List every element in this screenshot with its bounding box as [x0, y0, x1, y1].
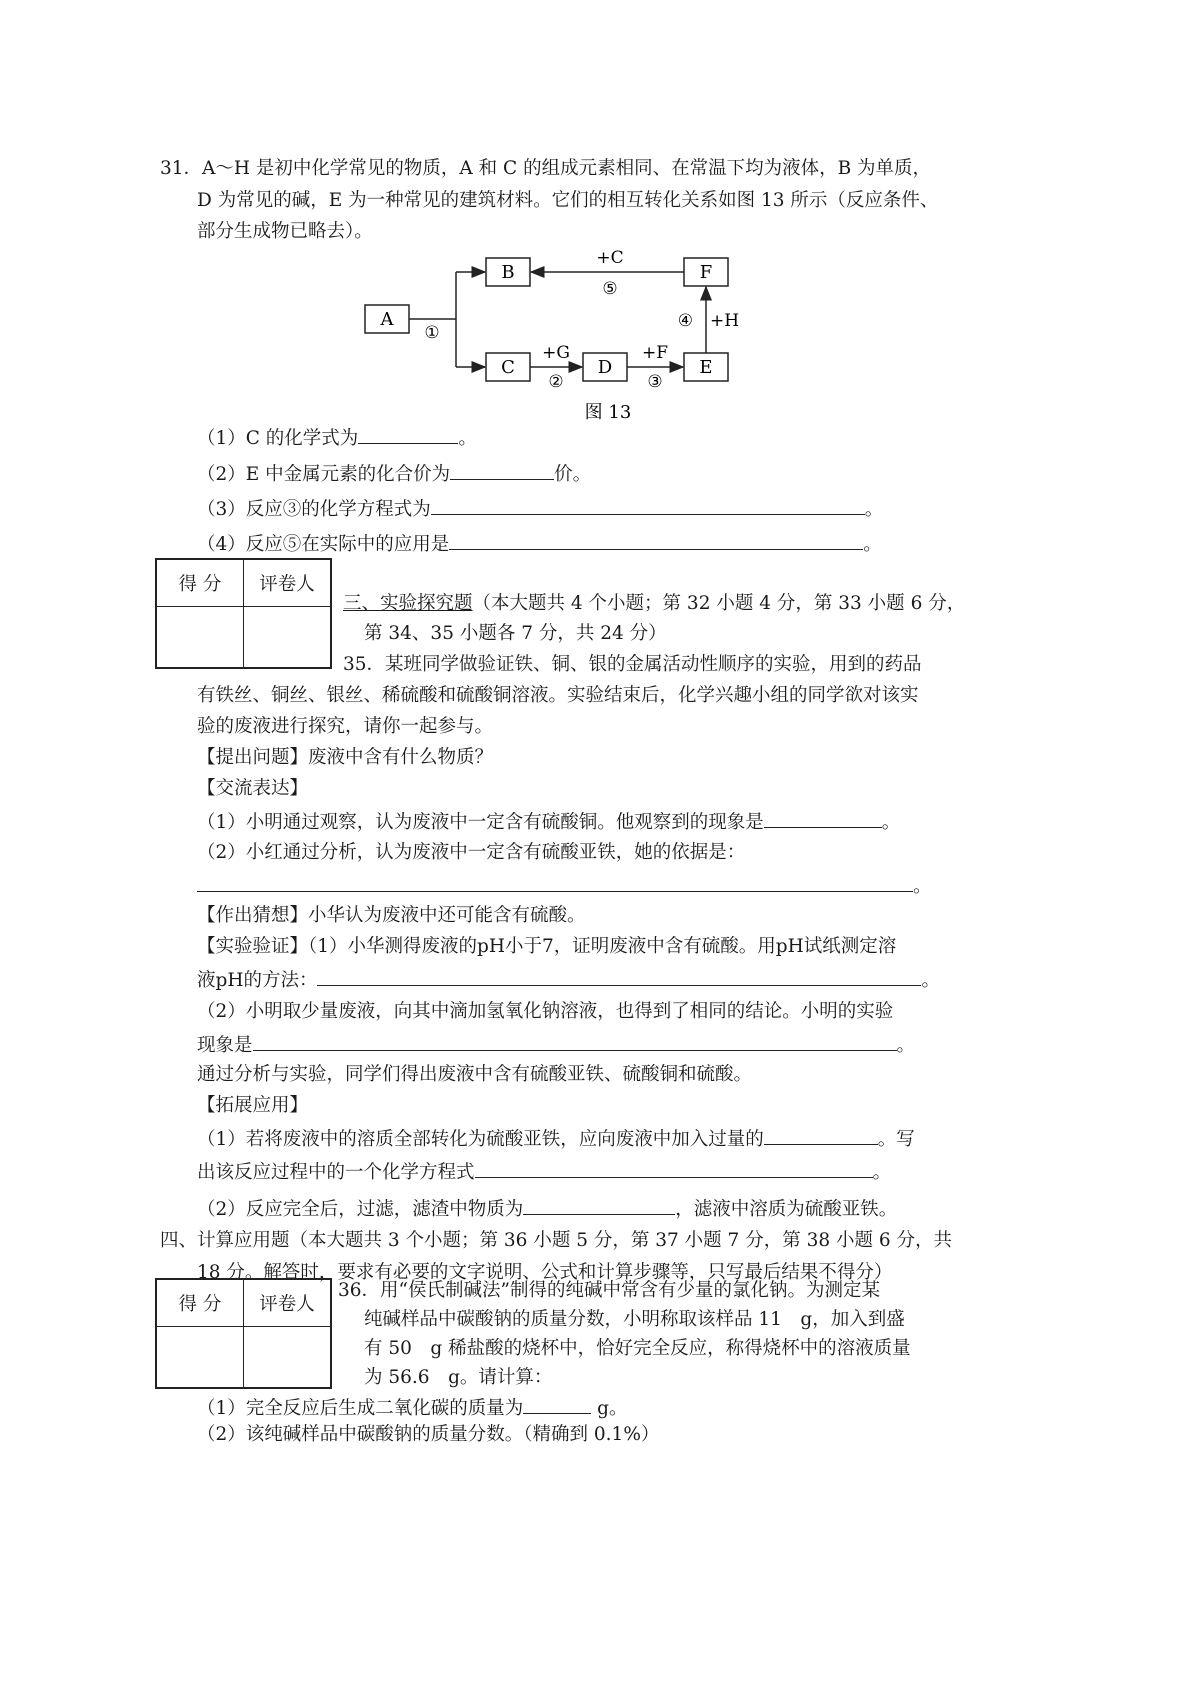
- grader-cell[interactable]: [244, 1327, 332, 1389]
- score-table-section3: [155, 558, 332, 669]
- score-cell[interactable]: [156, 607, 244, 669]
- q31-stem-line3: 部分生成物已略去）。: [197, 221, 373, 242]
- q31-answer-blank-1[interactable]: [358, 426, 458, 444]
- score-label: 得 分: [156, 1279, 244, 1327]
- q35-verify-2: 液pH的方法： 。: [197, 970, 940, 991]
- section4-title: 四、计算应用题（本大题共 3 个小题；第 36 小题 5 分，第 37 小题 7 分，第 38 小题 6 分，共: [160, 1230, 953, 1251]
- q31-part2: （2）E 中金属元素的化合价为 价。: [197, 464, 592, 485]
- q35-guess: 【作出猜想】小华认为废液中还可能含有硫酸。: [197, 905, 586, 926]
- q35-exchange-2: （2）小红通过分析，认为废液中一定含有硫酸亚铁，她的依据是：: [197, 842, 746, 863]
- grader-cell[interactable]: [244, 607, 332, 669]
- q31-answer-blank-3[interactable]: [431, 497, 865, 515]
- q35-expand-heading: 【拓展应用】: [197, 1095, 309, 1116]
- q31-stem-line2: D 为常见的碱，E 为一种常见的建筑材料。它们的相互转化关系如图 13 所示（反应条件、: [197, 190, 939, 211]
- label-r1: ①: [424, 323, 440, 343]
- q36-answer-blank-1[interactable]: [523, 1396, 591, 1414]
- q35-question-heading: 【提出问题】废液中含有什么物质？: [197, 747, 494, 768]
- grader-label: 评卷人: [244, 1279, 332, 1327]
- q31-stem-line1: 31．A～H 是初中化学常见的物质，A 和 C 的组成元素相同、在常温下均为液体，B 为单质，: [160, 158, 932, 179]
- q35-answer-blank-6[interactable]: [475, 1160, 873, 1178]
- q36-line4: 为 56.6 g。请计算：: [364, 1367, 553, 1388]
- q31-part4: （4）反应⑤在实际中的应用是 。: [197, 534, 882, 555]
- figure-caption: 图 13: [584, 402, 632, 423]
- grader-label: 评卷人: [244, 559, 332, 607]
- q35-exchange-2-answer: 。: [197, 874, 932, 898]
- q35-answer-blank-3[interactable]: [317, 968, 921, 986]
- q31-answer-blank-4[interactable]: [449, 532, 863, 550]
- label-plus-f: +F: [641, 343, 669, 363]
- score-label: 得 分: [156, 559, 244, 607]
- q35-verify-naoh-2: 现象是 。: [197, 1035, 916, 1056]
- q35-exchange-heading: 【交流表达】: [197, 778, 309, 799]
- node-a: A: [380, 309, 394, 330]
- node-c: C: [501, 357, 515, 378]
- q36-part1: （1）完全反应后生成二氧化碳的质量为 g。: [197, 1398, 628, 1419]
- q35-conclusion: 通过分析与实验，同学们得出废液中含有硫酸亚铁、硫酸铜和硫酸。: [197, 1064, 753, 1085]
- q31-answer-blank-2[interactable]: [450, 462, 554, 480]
- section4-title-line2: 18 分。解答时，要求有必要的文字说明、公式和计算步骤等，只写最后结果不得分）: [197, 1262, 893, 1283]
- q35-line1: 35．某班同学做验证铁、铜、银的金属活动性顺序的实验，用到的药品: [343, 654, 922, 675]
- q31-part1: （1）C 的化学式为 。: [197, 428, 477, 449]
- reaction-diagram: [350, 240, 780, 430]
- label-plus-h: +H: [710, 311, 740, 331]
- node-f: F: [699, 262, 713, 283]
- label-r4: ④: [677, 311, 693, 331]
- q35-expand-2: （2）反应完全后，过滤，滤渣中物质为 ，滤液中溶质为硫酸亚铁。: [197, 1199, 898, 1220]
- q35-answer-blank-1[interactable]: [764, 810, 882, 828]
- node-e: E: [699, 357, 713, 378]
- q36-line3: 有 50 g 稀盐酸的烧杯中，恰好完全反应，称得烧杯中的溶液质量: [364, 1338, 911, 1359]
- node-b: B: [501, 262, 515, 283]
- section3-title-line2: 第 34、35 小题各 7 分，共 24 分）: [364, 623, 667, 644]
- label-r5: ⑤: [602, 279, 618, 299]
- label-r2: ②: [548, 372, 564, 392]
- score-table-q36: [155, 1278, 332, 1389]
- q36-part2: （2）该纯碱样品中碳酸钠的质量分数。（精确到 0.1%）: [197, 1424, 660, 1445]
- label-plus-g: +G: [542, 343, 570, 363]
- q35-exchange-1: （1）小明通过观察，认为废液中一定含有硫酸铜。他观察到的现象是 。: [197, 812, 901, 833]
- label-plus-c: +C: [596, 248, 624, 268]
- q36-line2: 纯碱样品中碳酸钠的质量分数，小明称取该样品 11 g，加入到盛: [364, 1309, 905, 1330]
- label-r3: ③: [647, 372, 663, 392]
- q35-expand-1b: 出该反应过程中的一个化学方程式 。: [197, 1162, 892, 1183]
- node-d: D: [597, 357, 613, 378]
- q35-verify: 【实验验证】（1）小华测得废液的pH小于7，证明废液中含有硫酸。用pH试纸测定溶: [197, 936, 897, 957]
- q35-verify-naoh: （2）小明取少量废液，向其中滴加氢氧化钠溶液，也得到了相同的结论。小明的实验: [197, 1001, 894, 1022]
- section3-title: 三、实验探究题（本大题共 4 个小题；第 32 小题 4 分，第 33 小题 6 分，: [343, 593, 966, 614]
- q35-answer-blank-5[interactable]: [764, 1127, 878, 1145]
- q35-answer-blank-2[interactable]: [197, 874, 913, 892]
- q35-answer-blank-4[interactable]: [253, 1033, 897, 1051]
- q35-answer-blank-7[interactable]: [523, 1197, 675, 1215]
- q36-line1: 36．用“侯氏制碱法”制得的纯碱中常含有少量的氯化钠。为测定某: [338, 1280, 880, 1301]
- q35-line3: 验的废液进行探究，请你一起参与。: [197, 716, 494, 737]
- q35-line2: 有铁丝、铜丝、银丝、稀硫酸和硫酸铜溶液。实验结束后，化学兴趣小组的同学欲对该实: [197, 685, 919, 706]
- q31-part3: （3）反应③的化学方程式为 。: [197, 499, 884, 520]
- q35-expand-1: （1）若将废液中的溶质全部转化为硫酸亚铁，应向废液中加入过量的 。写: [197, 1129, 915, 1150]
- score-cell[interactable]: [156, 1327, 244, 1389]
